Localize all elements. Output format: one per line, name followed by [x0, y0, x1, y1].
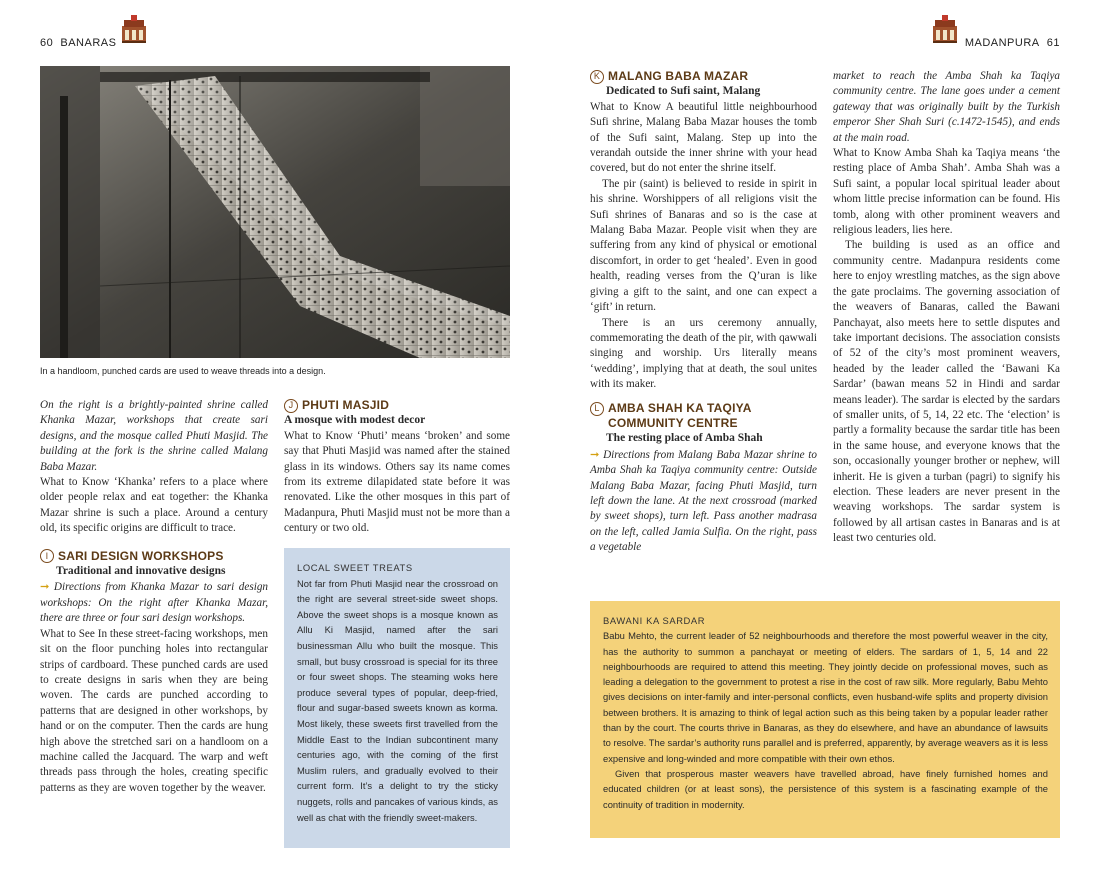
arrow-right-icon: ➞	[40, 580, 50, 594]
photo-caption: In a handloom, punched cards are used to weave threads into a design.	[40, 366, 326, 376]
arrow-right-icon: ➞	[590, 447, 600, 461]
column-4	[833, 69, 1060, 547]
temple-icon	[119, 14, 149, 44]
intro-italic: On the right is a brightly-painted shrine called Khanka Mazar, workshops that create sari designs, and the mosque called Phuti Masjid. The building at the fork is the shrine called Malang Baba Mazar.	[40, 399, 268, 473]
amba-shah-p2: The building is used as an office and community centre. Madanpura residents come here to enjoy wrestling matches, as the sign above the gate proclaims. The governing association of the weavers of Banaras, called the Bawani Panchayat, also meets here to settle disputes and take important decisions. The association consists of 52 of the city’s most prominent weavers, headed by the leader called the ‘Bawani Ka Sardar’ (bawan means 52 in Hindi and sardar means leader). The sardar is elected by the sardars of smaller units, of 5, 14, 22 etc. The ‘election’ is partly a formality because the sardar title has been in the same house, and everyone knows that the son, occasionally younger brother or nephew, will inherit. He is given a turban (pagri) to signify his election. These leaders are never present in the weaving workshops. The sardar system is followed by all artisan castes in Banaras and is at least two centuries old.	[833, 239, 1060, 545]
khanka-text: What to Know ‘Khanka’ refers to a place where older people relax and eat together: the Khanka Mazar shrine is such a place. Around a century old, its specific origins are difficult to trace.	[40, 476, 268, 535]
section-heading-sari-workshops: I SARI DESIGN WORKSHOPS	[40, 549, 268, 564]
jacquard-punched-cards-photo	[40, 66, 510, 358]
box-body: Not far from Phuti Masjid near the crossroad on the right are several street-side sweet shops. Above the sweet shops is a mosque known as Allu Ki Masjid, named after the sari businessman Allu who built the mosque. This small, but busy crossroad is special for its three or four sweet shops. The steaming woks here produce several types of popular, deep-fried, flour and sugar-based sweets known as korma. Most likely, these sweets first travelled from the Middle East to the Indian subcontinent many centuries ago, with the coming of the first Muslim rulers, and gradually evolved to their current form. It’s a delight to try the sticky nuggets, rolls and pancakes of various kinds, as well as chat with the friendly sweet-makers.	[297, 577, 498, 823]
section-directions: Directions from Malang Baba Mazar shrine to Amba Shah ka Taqiya community centre: Outside Malang Baba Mazar, facing Phuti Masjid, turn left down the lane. At the next crossroad (marked by sweet shops), turn left. Pass another madrasa on the left, called Jamia Sulfia. On the right, pass a vegetable	[590, 448, 817, 554]
section-p1: What to Know A beautiful little neighbourhood Sufi shrine, Malang Baba Mazar houses the tomb of the Sufi saint, Malang. Step up into the verandah outside the inner shrine with your head covered, but do not enter the shrine itself.	[590, 100, 817, 175]
section-p3: There is an urs ceremony annually, commemorating the death of the pir, with qawwali singing and worship. Urs literally means ‘wedding’, implying that at death, the soul unites with its maker.	[590, 316, 817, 391]
section-body: What to Know ‘Phuti’ means ‘broken’ and some say that Phuti Masjid was named after the stained glass in its windows. Others say its name comes from its extreme dilapidated state before it was renovated. Like the other mosques in this part of Madanpura, Phuti Masjid must not be more than a century or two old.	[284, 429, 510, 535]
section-badge: J	[284, 399, 298, 413]
bawani-ka-sardar-box	[590, 601, 1060, 838]
box-p2: Given that prosperous master weavers have travelled abroad, have finely furnished homes and educated children (or at least sons), the persistence of this system is a fascinating example of the continuity of tradition in modernity.	[603, 767, 1048, 810]
section-subtitle: A mosque with modest decor	[284, 414, 426, 427]
box-p1: Babu Mehto, the current leader of 52 neighbourhoods and therefore the most powerful weaver in the city, has the authority to summon a panchayat or meeting of elders. The sardars of 1, 5, 14 and 22 neighbourhoods are required to attend this meeting. They jointly decide on professional moves, such as leading a delegation to the government to protest a rise in the cost of raw silk. More regularly, Babu Mehto gives decisions on inter-family and inter-personal conflicts, even husband-wife splits and property division between brothers. It is amazing to think of legal action such as this being taken by a popular leader rather than by the court. The courts thrive in Banaras, as they do elsewhere, and have an abundance of lawsuits to resolve. The sardar’s authority runs parallel and is preferred, apparently, by average weavers as it is less expensive and long-winded and more compatible with their own ethos.	[603, 630, 1048, 764]
section-badge: I	[40, 549, 54, 563]
section-body: What to See In these street-facing workshops, men sit on the floor punching holes into rectangular strips of cardboard. These punched cards are used to create designs in saris when they are being woven. The cards are punched according to patterns that are designed in other workshops, by hand or on the computer. Then the cards are hung high above the stretched sari on a handloom on a machine called the Jacquard. The warp and weft threads pass through the holes, creating specific patterns as they are woven together by the weaver.	[40, 627, 268, 794]
section-heading-phuti-masjid: J PHUTI MASJID	[284, 398, 510, 413]
section-subtitle: Dedicated to Sufi saint, Malang	[606, 85, 761, 98]
section-subtitle: The resting place of Amba Shah	[606, 432, 763, 445]
right-running-title: MADANPURA	[964, 37, 1040, 49]
left-page-number: 60	[40, 37, 54, 49]
left-running-header	[40, 37, 116, 49]
left-running-title: BANARAS	[60, 37, 117, 49]
box-title: LOCAL SWEET TREATS	[297, 562, 413, 573]
section-badge: L	[590, 402, 604, 416]
sweet-treats-box	[284, 548, 510, 848]
amba-shah-p1: What to Know Amba Shah ka Taqiya means ‘the resting place of Amba Shah’. Amba Shah was a Sufi saint, a popular local spiritual leader about whom little precise information can be found. His tomb, along with other prominent weavers and religious leaders, lies here.	[833, 147, 1060, 237]
section-badge: K	[590, 70, 604, 84]
temple-icon	[930, 14, 960, 44]
right-running-header	[965, 37, 1060, 49]
section-heading-amba-shah: L AMBA SHAH KA TAQIYA COMMUNITY CENTRE	[590, 401, 817, 432]
section-subtitle: Traditional and innovative designs	[56, 565, 226, 578]
box-title: BAWANI KA SARDAR	[603, 615, 706, 626]
section-p2: The pir (saint) is believed to reside in spirit in his shrine. Worshippers of all religions visit the Sufi shrines of Banaras and so is the case at Malang Baba Mazar. People visit when they are suffering from any kind of physical or emotional discomfort, in order to get ‘healed’. Even in good health, reading verses from the Q’uran is like giving a gift to the saint, and one can expect a ‘gift’ in return.	[590, 177, 817, 314]
column-3	[590, 69, 817, 556]
column-1	[40, 398, 268, 796]
column-2	[284, 398, 510, 537]
section-directions: Directions from Khanka Mazar to sari design workshops: On the right after Khanka Mazar, there are three or four sari design workshops.	[40, 581, 269, 625]
section-heading-malang-baba-mazar: K MALANG BABA MAZAR	[590, 69, 817, 84]
directions-continued: market to reach the Amba Shah ka Taqiya community centre. The lane goes under a cement gateway that was originally built by the Turkish emperor Sher Shah Suri (c.1472-1545), and ends at the main road.	[833, 70, 1060, 144]
right-page-number: 61	[1046, 37, 1060, 49]
